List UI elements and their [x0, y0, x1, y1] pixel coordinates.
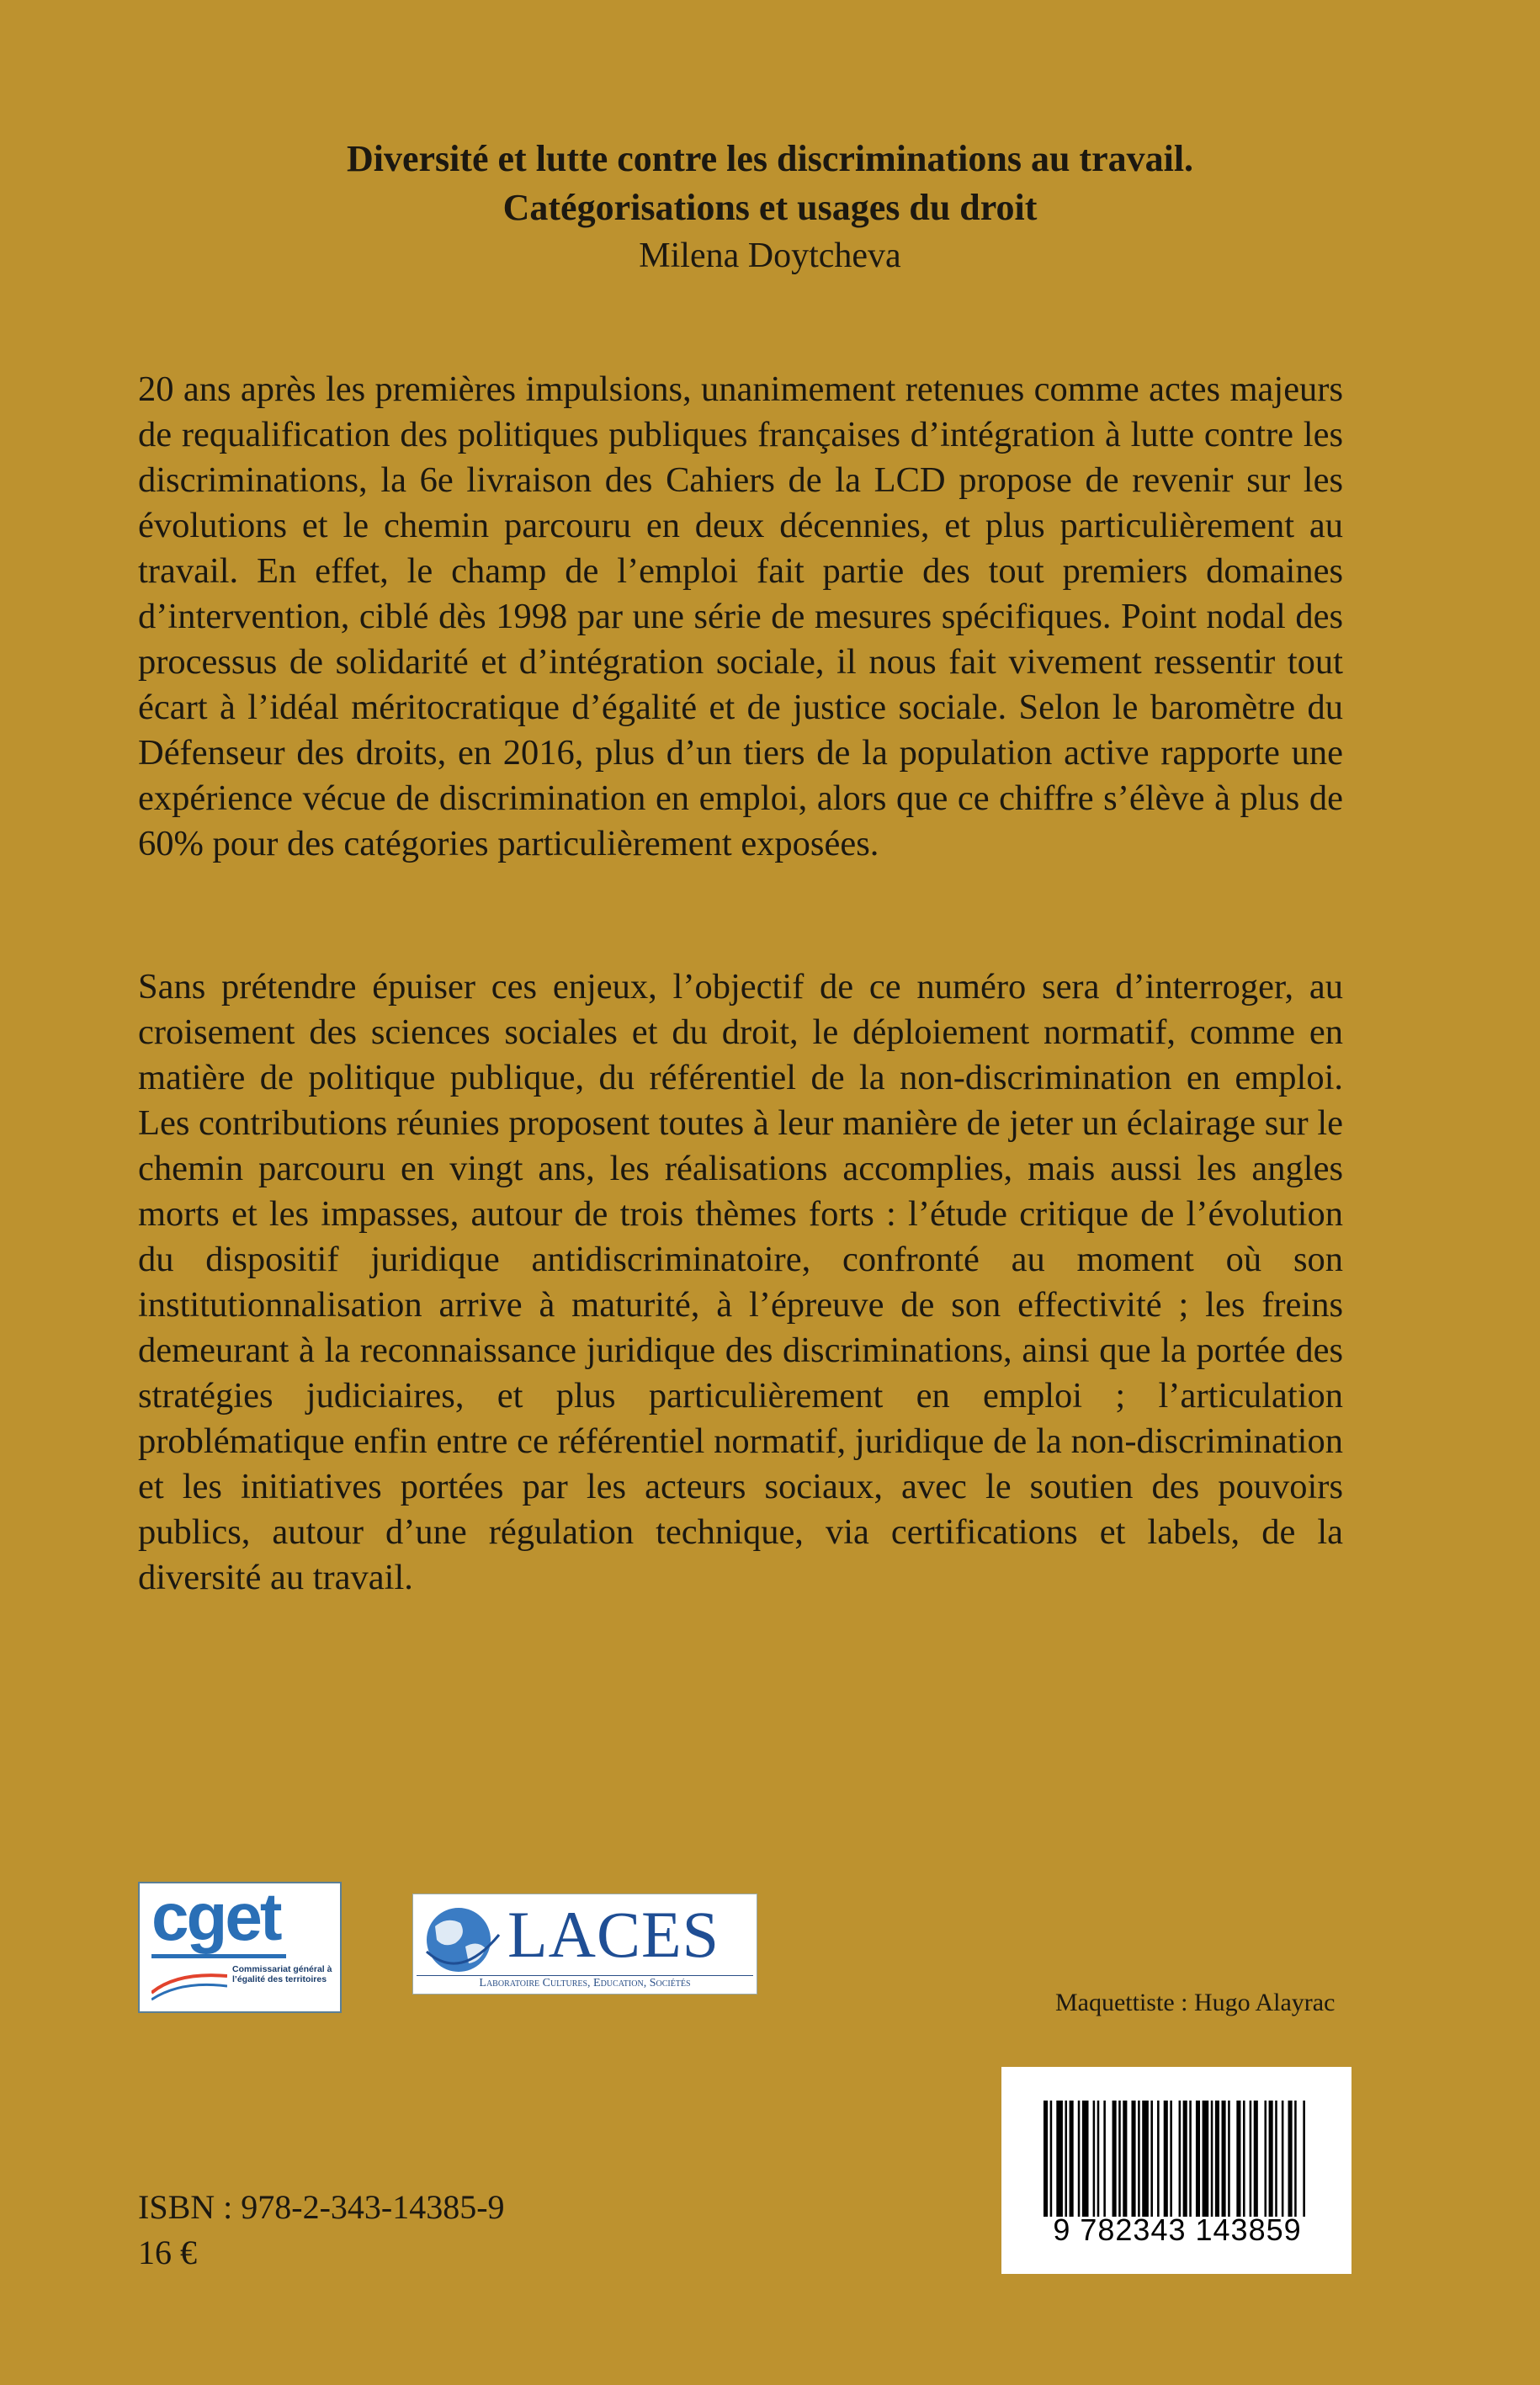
barcode-bar [1043, 2101, 1048, 2217]
cget-logo-subtitle: Commissariat général à l’égalité des territoires [232, 1964, 332, 1984]
barcode-bar [1196, 2101, 1200, 2217]
barcode-bar [1222, 2101, 1226, 2217]
cget-logo-wordmark: cget [151, 1879, 280, 1954]
book-title-line-1: Diversité et lutte contre les discriminations au travail. [346, 138, 1194, 179]
barcode-bar [1250, 2101, 1252, 2217]
barcode-bar [1078, 2101, 1081, 2217]
barcode-bars [1043, 2101, 1309, 2217]
barcode-bar [1189, 2101, 1192, 2217]
barcode-bar [1170, 2101, 1172, 2217]
barcode-bar [1264, 2101, 1267, 2217]
barcode-bar [1164, 2101, 1168, 2217]
cget-logo-bar [151, 1954, 286, 1958]
barcode-bar [1294, 2101, 1297, 2217]
barcode-bar [1211, 2101, 1213, 2217]
barcode-bar [1123, 2101, 1127, 2217]
barcode-bar [1183, 2101, 1187, 2217]
barcode-bar [1179, 2101, 1182, 2217]
laces-logo-subtitle: Laboratoire Cultures, Education, Sociétés [417, 1975, 753, 1991]
barcode-number: 9 782343 143859 [1053, 2212, 1302, 2247]
isbn-label: ISBN : 978-2-343-14385-9 [138, 2188, 505, 2226]
summary-paragraph-1-text: 20 ans après les premières impulsions, unanimement retenues comme actes majeurs de requalification des politiques publiques françaises d’intégration à lutte contre les discriminations, la 6e livraison des Cahiers de la LCD propose de revenir sur les évolutions et le chemin parcouru en deux décennies, et plus particulièrement au travail. En effet, le champ de l’emploi fait partie des tout premiers domaines d’intervention, ciblé dès 1998 par une série de mesures spécifiques. Point nodal des processus de solidarité et d’intégration sociale, il nous fait vivement ressentir tout écart à l’idéal méritocratique d’égalité et de justice sociale. Selon le baromètre du Défenseur des droits, en 2016, plus d’un tiers de la population active rapporte une expérience vécue de discrimination en emploi, alors que ce chiffre s’élève à plus de 60% pour des catégories particulièrement exposées. [138, 369, 1343, 863]
barcode-bar [1103, 2101, 1106, 2217]
barcode-bar [1282, 2101, 1284, 2217]
barcode-bar [1097, 2101, 1100, 2217]
barcode-bar [1269, 2101, 1273, 2217]
summary-paragraph-2 [138, 964, 1343, 1601]
barcode-bar [1157, 2101, 1160, 2217]
barcode-bar [1093, 2101, 1096, 2217]
barcode-bar [1303, 2101, 1305, 2217]
laces-logo [412, 1894, 757, 1995]
barcode-bar [1070, 2101, 1074, 2217]
price-label: 16 € [138, 2234, 197, 2271]
summary-paragraph-1 [138, 367, 1343, 867]
barcode-bar [1138, 2101, 1140, 2217]
isbn-barcode [1001, 2067, 1351, 2274]
barcode-bar [1142, 2101, 1149, 2217]
barcode-bar [1275, 2101, 1277, 2217]
summary-paragraph-2-text: Sans prétendre épuiser ces enjeux, l’objectif de ce numéro sera d’interroger, au croisement des sciences sociales et du droit, le déploiement normatif, comme en matière de politique publique, du référentiel de la non-discrimination en emploi. Les contributions réunies proposent toutes à leur manière de jeter un éclairage sur le chemin parcouru en vingt ans, les réalisations accomplies, mais aussi les angles morts et les impasses, autour de trois thèmes forts : l’étude critique de l’évolution du dispositif juridique antidiscriminatoire, confronté au moment où son institutionnalisation arrive à maturité, à l’épreuve de son effectivité ; les freins demeurant à la reconnaissance juridique des discriminations, ainsi que la portée des stratégies judiciaires, et plus particulièrement en emploi ; l’articulation problématique enfin entre ce référentiel normatif, juridique de la non-discrimination et les initiatives portées par les acteurs sociaux, avec le soutien des pouvoirs publics, autour d’une régulation technique, via certifications et labels, de la diversité au travail. [138, 967, 1343, 1597]
book-title-line-2: Catégorisations et usages du droit [502, 187, 1038, 228]
barcode-bar [1236, 2101, 1240, 2217]
barcode-bar [1150, 2101, 1153, 2217]
barcode-bar [1082, 2101, 1089, 2217]
barcode-bar [1113, 2101, 1117, 2217]
barcode-bar [1050, 2101, 1053, 2217]
barcode-bar [1203, 2101, 1209, 2217]
barcode-bar [1254, 2101, 1258, 2217]
barcode-bar [1288, 2101, 1293, 2217]
book-author: Milena Doytcheva [639, 236, 901, 275]
designer-credit: Maquettiste : Hugo Alayrac [1055, 1989, 1336, 2016]
barcode-bar [1228, 2101, 1230, 2217]
barcode-bar [1243, 2101, 1245, 2217]
cget-accent-icon [151, 1968, 227, 2001]
barcode-bar [1215, 2101, 1219, 2217]
back-cover-header [0, 135, 1540, 279]
barcode-bar [1065, 2101, 1067, 2217]
barcode-bar [1118, 2101, 1121, 2217]
barcode-bar [1056, 2101, 1063, 2217]
laces-logo-wordmark: LACES [507, 1898, 720, 1971]
globe-icon [418, 1901, 506, 1975]
barcode-bar [1131, 2101, 1135, 2217]
cget-logo [138, 1879, 342, 2013]
